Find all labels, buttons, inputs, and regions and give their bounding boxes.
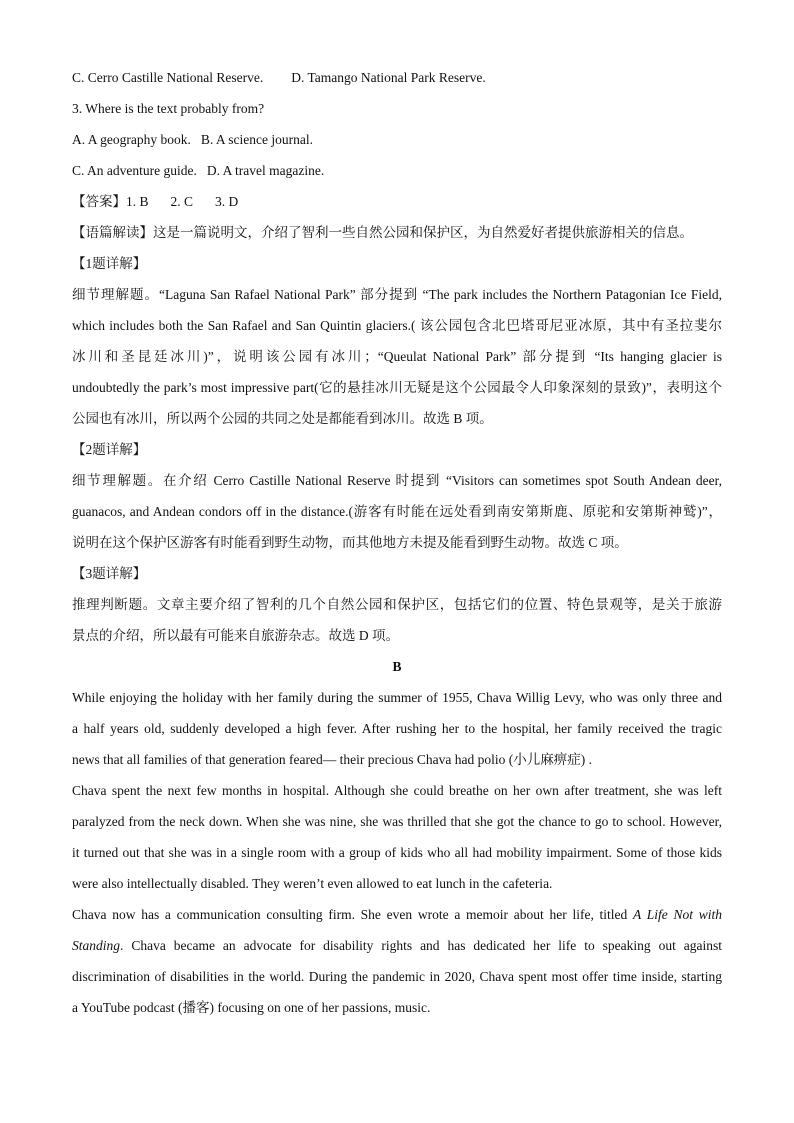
- q3-option-b: B. A science journal.: [200, 132, 313, 147]
- interpretation-text: 这是一篇说明文，介绍了智利一些自然公园和保护区，为自然爱好者提供旅游相关的信息。: [153, 225, 693, 240]
- memoir-title: Standing: [72, 938, 121, 953]
- detail3-line: 景点的介绍，所以最有可能来自旅游杂志。故选 D 项。: [72, 628, 399, 643]
- answers-row: [72, 186, 722, 217]
- memoir-title: A Life Not with: [633, 907, 723, 922]
- section-b-heading: B: [392, 659, 402, 674]
- q3-options-row-2: [72, 155, 722, 186]
- para3-text: Chava now has a communication consulting firm. She even wrote a memoir about her life, titled: [72, 907, 634, 922]
- answer-2: 2. C: [170, 194, 194, 209]
- passage-line: paralyzed from the neck down. When she was nine, she was thrilled that she got the chance to go to school. However,: [72, 814, 722, 829]
- detail1-line: which includes both the San Rafael and San Quintin glaciers.( 该公园包含北巴塔哥尼亚冰原，其中有圣拉斐尔: [72, 318, 722, 333]
- q3-stem: 3. Where is the text probably from?: [72, 101, 265, 116]
- document-page: [72, 62, 722, 1023]
- detail2-heading: 【2题详解】: [72, 442, 147, 457]
- passage-line: [72, 930, 722, 961]
- interpretation-label: 【语篇解读】: [72, 225, 153, 240]
- q3-option-d: D. A travel magazine.: [206, 163, 325, 178]
- detail2-line: guanacos, and Andean condors off in the distance.(游客有时能在远处看到南安第斯鹿、原驼和安第斯神鹫)”，: [72, 504, 722, 519]
- detail2-line: 细节理解题。在介绍 Cerro Castille National Reserve 时提到 “Visitors can sometimes spot South Andean deer,: [72, 473, 722, 488]
- q2-option-d: D. Tamango National Park Reserve.: [291, 70, 486, 85]
- answer-1: 1. B: [126, 194, 149, 209]
- q2-option-c: C. Cerro Castille National Reserve.: [72, 70, 264, 85]
- q3-option-a: A. A geography book.: [72, 132, 191, 147]
- passage-line: a half years old, suddenly developed a high fever. After rushing her to the hospital, her family received the tragic: [72, 721, 722, 736]
- passage-line: it turned out that she was in a single room with a group of kids who all had mobility impairment. Some of those kids: [72, 845, 722, 860]
- detail1-line: undoubtedly the park’s most impressive part(它的悬挂冰川无疑是这个公园最令人印象深刻的景致)”，表明这个: [72, 380, 722, 395]
- answer-3: 3. D: [215, 194, 239, 209]
- interpretation-row: [72, 217, 722, 248]
- passage-line: news that all families of that generation feared— their precious Chava had polio (小儿麻痹症) .: [72, 752, 592, 767]
- passage-line: a YouTube podcast (播客) focusing on one of her passions, music.: [72, 1000, 431, 1015]
- passage-line: discrimination of disabilities in the world. During the pandemic in 2020, Chava spent most offer time inside, starting: [72, 969, 722, 984]
- passage-line: were also intellectually disabled. They weren’t even allowed to eat lunch in the cafeteria.: [72, 876, 553, 891]
- q3-option-c: C. An adventure guide.: [72, 163, 197, 178]
- detail1-line: 细节理解题。“Laguna San Rafael National Park” 部分提到 “The park includes the Northern Patagonian Ice Field,: [72, 287, 722, 302]
- q3-options-row-1: [72, 124, 722, 155]
- para3-text: . Chava became an advocate for disability rights and has dedicated her life to speaking out against: [120, 938, 722, 953]
- detail1-line: 公园也有冰川，所以两个公园的共同之处是都能看到冰川。故选 B 项。: [72, 411, 493, 426]
- passage-line: [72, 899, 722, 930]
- detail3-line: 推理判断题。文章主要介绍了智利的几个自然公园和保护区，包括它们的位置、特色景观等，是关于旅游: [72, 597, 722, 612]
- detail1-heading: 【1题详解】: [72, 256, 147, 271]
- q2-options-row: [72, 62, 722, 93]
- detail2-line: 说明在这个保护区游客有时能看到野生动物，而其他地方未提及能看到野生动物。故选 C 项。: [72, 535, 628, 550]
- answers-label: 【答案】: [72, 194, 126, 209]
- detail3-heading: 【3题详解】: [72, 566, 147, 581]
- passage-line: Chava spent the next few months in hospital. Although she could breathe on her own after treatment, she was left: [72, 783, 722, 798]
- passage-line: While enjoying the holiday with her family during the summer of 1955, Chava Willig Levy, who was only three and: [72, 690, 722, 705]
- detail1-line: 冰川和圣昆廷冰川)”，说明该公园有冰川；“Queulat National Park” 部分提到 “Its hanging glacier is: [72, 349, 722, 364]
